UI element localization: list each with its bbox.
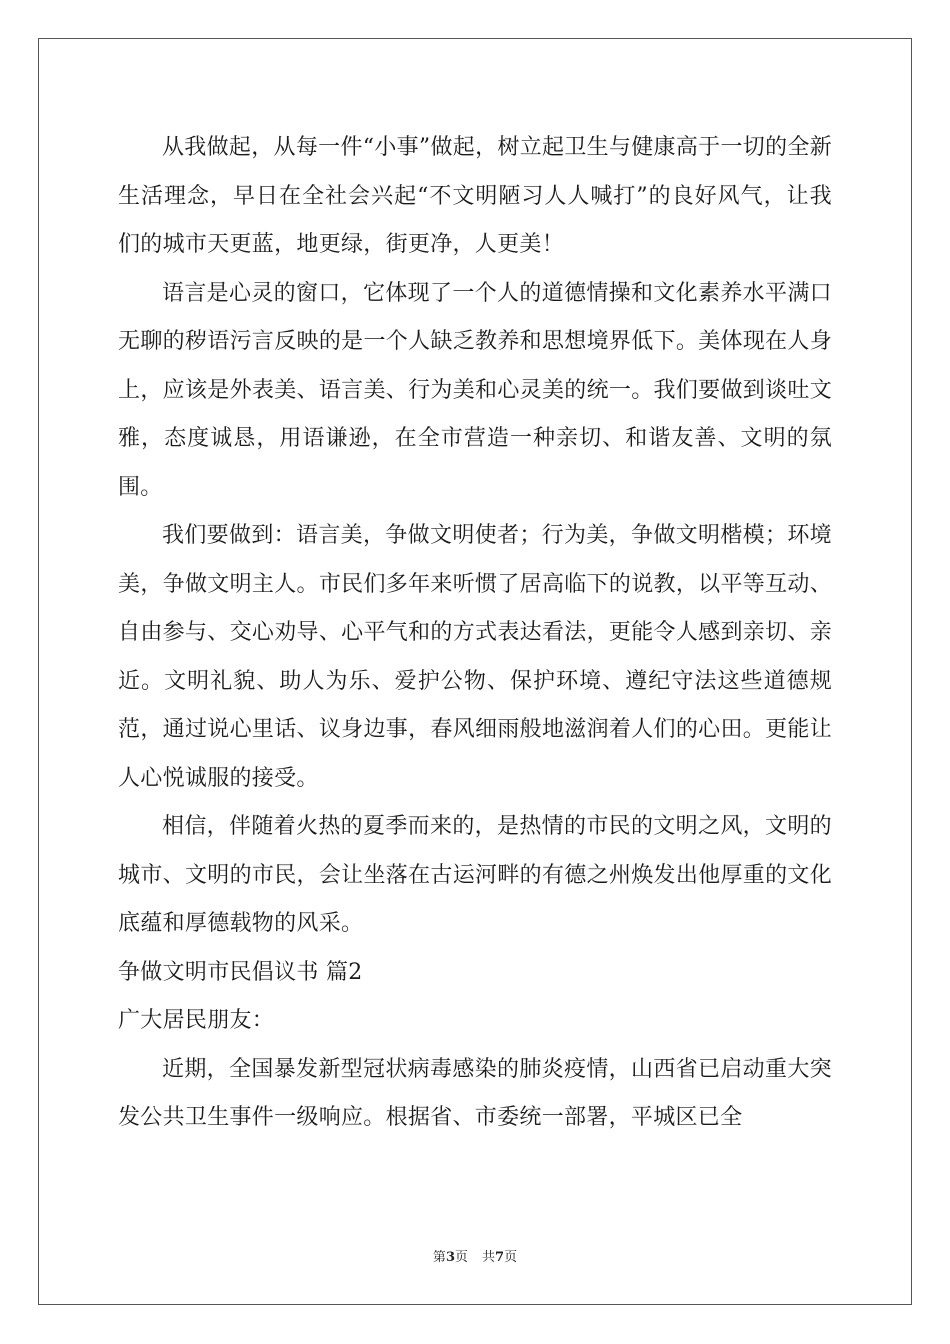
- paragraph-1: 从我做起，从每一件“小事”做起，树立起卫生与健康高于一切的全新生活理念，早日在全社会兴起“不文明陋习人人喊打”的良好风气，让我们的城市天更蓝，地更绿，街更净，人更美！: [118, 135, 832, 257]
- paragraph-4: 相信，伴随着火热的夏季而来的，是热情的市民的文明之风，文明的城市、文明的市民，会让坐落在古运河畔的有德之州焕发出他厚重的文化底蕴和厚德载物的风采。: [118, 814, 832, 936]
- page-footer: [0, 1246, 950, 1265]
- total-prefix: 共: [482, 1250, 496, 1265]
- paragraph-2: 语言是心灵的窗口，它体现了一个人的道德情操和文化素养水平满口无聊的秽语污言反映的是一个人缺乏教养和思想境界低下。美体现在人身上，应该是外表美、语言美、行为美和心灵美的统一。我们要做到谈吐文雅，态度诚恳，用语谦逊，在全市营造一种亲切、和谐友善、文明的氛围。: [118, 280, 832, 500]
- page-current: 3: [445, 1250, 455, 1265]
- document-body: [118, 124, 832, 1143]
- salutation: 广大居民朋友：: [118, 1008, 275, 1033]
- paragraph-5: 近期，全国暴发新型冠状病毒感染的肺炎疫情，山西省已启动重大突发公共卫生事件一级响应。根据省、市委统一部署，平城区已全: [118, 1056, 832, 1130]
- page-suffix: 页: [454, 1250, 468, 1265]
- page-total: 7: [495, 1250, 505, 1265]
- section-heading: 争做文明市民倡议书 篇2: [118, 959, 363, 985]
- paragraph-3: 我们要做到：语言美，争做文明使者；行为美，争做文明楷模；环境美，争做文明主人。市民们多年来听惯了居高临下的说教，以平等互动、自由参与、交心劝导、心平气和的方式表达看法，更能令人感到亲切、亲近。文明礼貌、助人为乐、爱护公物、保护环境、遵纪守法这些道德规范，通过说心里话、议身边事，春风细雨般地滋润着人们的心田。更能让人心悦诚服的接受。: [118, 523, 832, 791]
- total-suffix: 页: [504, 1250, 518, 1265]
- page-prefix: 第: [432, 1250, 446, 1265]
